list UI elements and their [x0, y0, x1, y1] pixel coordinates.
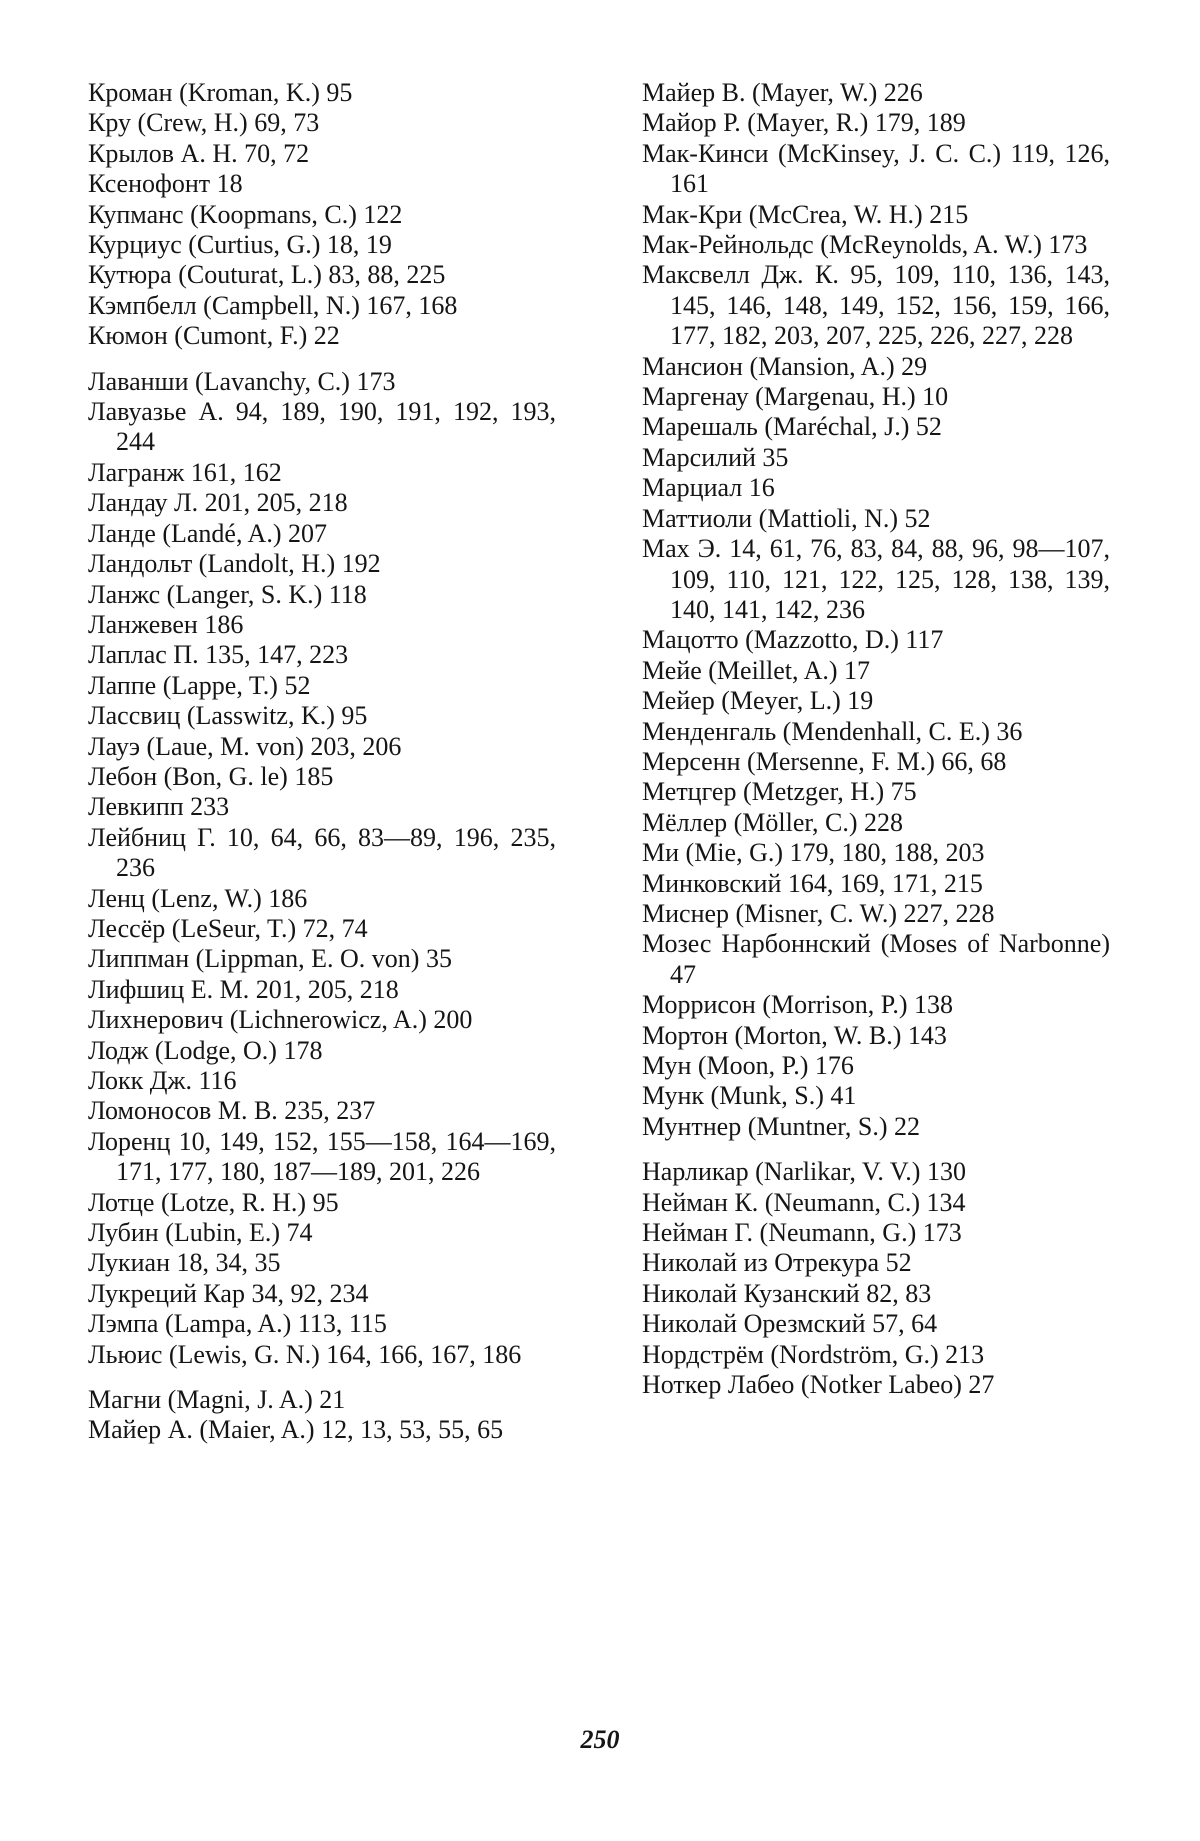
index-entry: Льюис (Lewis, G. N.) 164, 166, 167, 186 [88, 1339, 522, 1369]
index-entry: Лессёр (LeSeur, T.) 72, 74 [88, 913, 368, 943]
index-entry: Мортон (Morton, W. B.) 143 [642, 1020, 947, 1050]
index-entry: Ломоносов М. В. 235, 237 [88, 1096, 376, 1126]
index-entry: Ми (Mie, G.) 179, 180, 188, 203 [642, 838, 985, 868]
index-entry: Кру (Crew, H.) 69, 73 [88, 108, 320, 138]
index-entry: Лассвиц (Lasswitz, K.) 95 [88, 701, 368, 731]
index-entry: Мах Э. 14, 61, 76, 83, 84, 88, 96, 98—107, 109, 110, 121, 122, 125, 128, 138, 139, 140, 141, 142, 236 [642, 534, 1110, 624]
index-entry: Марешаль (Maréchal, J.) 52 [642, 412, 942, 442]
page-number: 250 [580, 1725, 620, 1754]
index-entry: Локк Дж. 116 [88, 1066, 237, 1095]
index-entry: Майер А. (Maier, A.) 12, 13, 53, 55, 65 [88, 1415, 504, 1445]
index-entry: Маттиоли (Mattioli, N.) 52 [642, 503, 931, 533]
index-entry: Нарликар (Narlikar, V. V.) 130 [642, 1157, 966, 1187]
index-entry: Кюмон (Cumont, F.) 22 [88, 321, 340, 351]
index-entry: Моррисон (Morrison, P.) 138 [642, 990, 954, 1020]
index-entry: Мансион (Mansion, A.) 29 [642, 351, 928, 381]
index-entry: Мозес Нарбоннский (Moses of Narbonne) 47 [642, 929, 1110, 989]
index-entry: Ланжевен 186 [88, 609, 244, 639]
index-entry: Мунк (Munk, S.) 41 [642, 1081, 857, 1111]
index-column-left [88, 78, 556, 1446]
index-entry: Лоренц 10, 149, 152, 155—158, 164—169, 171, 177, 180, 187—189, 201, 226 [88, 1126, 556, 1187]
index-entry: Липпман (Lippman, E. O. von) 35 [88, 944, 452, 974]
index-entry: Мейе (Meillet, A.) 17 [642, 655, 871, 685]
index-entry: Лаплас П. 135, 147, 223 [88, 640, 349, 670]
index-entry: Ландольт (Landolt, H.) 192 [88, 549, 381, 579]
index-entry: Кроман (Kroman, K.) 95 [88, 78, 353, 107]
index-entry: Лифшиц Е. М. 201, 205, 218 [88, 974, 399, 1004]
index-entry: Марсилий 35 [642, 442, 789, 472]
index-entry: Лаванши (Lavanchy, C.) 173 [88, 366, 396, 396]
index-entry: Ландау Л. 201, 205, 218 [88, 488, 348, 518]
index-entry: Ленц (Lenz, W.) 186 [88, 883, 308, 913]
index-entry: Лэмпа (Lampa, A.) 113, 115 [88, 1309, 387, 1339]
index-entry: Лодж (Lodge, O.) 178 [88, 1035, 323, 1065]
index-entry: Метцгер (Metzger, H.) 75 [642, 777, 917, 807]
index-entry: Ксенофонт 18 [88, 169, 243, 199]
index-entry: Лейбниц Г. 10, 64, 66, 83—89, 196, 235, 236 [88, 822, 556, 883]
index-entry: Маргенау (Margenau, H.) 10 [642, 382, 949, 412]
index-entry: Николай Кузанский 82, 83 [642, 1278, 932, 1308]
index-entry: Ланде (Landé, A.) 207 [88, 518, 327, 548]
index-entry: Мун (Moon, P.) 176 [642, 1051, 854, 1080]
index-entry: Мацотто (Mazzotto, D.) 117 [642, 625, 944, 655]
index-entry: Ланжс (Langer, S. K.) 118 [88, 579, 367, 609]
index-entry: Кутюра (Couturat, L.) 83, 88, 225 [88, 260, 446, 290]
index-entry: Ноткер Лабео (Notker Labeo) 27 [642, 1370, 995, 1400]
index-entry: Магни (Magni, J. A.) 21 [88, 1385, 346, 1415]
index-entry: Мак-Кинси (McKinsey, J. C. C.) 119, 126, 161 [642, 138, 1110, 199]
index-entry: Лавуазье А. 94, 189, 190, 191, 192, 193, 244 [88, 397, 556, 457]
index-entry: Лубин (Lubin, E.) 74 [88, 1218, 313, 1248]
index-entry: Лауэ (Laue, M. von) 203, 206 [88, 731, 402, 761]
index-entry: Миснер (Misner, C. W.) 227, 228 [642, 898, 995, 928]
index-entry: Мёллер (Möller, C.) 228 [642, 807, 904, 837]
index-entry: Нейман К. (Neumann, C.) 134 [642, 1187, 966, 1217]
index-entry: Минковский 164, 169, 171, 215 [642, 868, 983, 898]
index-entry: Менденгаль (Mendenhall, C. E.) 36 [642, 716, 1023, 746]
index-entry: Мерсенн (Mersenne, F. M.) 66, 68 [642, 746, 1007, 776]
index-entry: Левкипп 233 [88, 792, 230, 822]
index-entry: Лотце (Lotze, R. H.) 95 [88, 1187, 339, 1217]
index-entry: Майер В. (Mayer, W.) 226 [642, 78, 923, 107]
index-entry: Лаппе (Lappe, T.) 52 [88, 670, 311, 700]
index-entry: Лукиан 18, 34, 35 [88, 1248, 281, 1278]
index-entry: Николай из Отрекура 52 [642, 1248, 912, 1278]
index-entry: Мунтнер (Muntner, S.) 22 [642, 1111, 920, 1141]
index-entry: Мак-Рейнольдс (McReynolds, A. W.) 173 [642, 230, 1088, 260]
index-entry: Курциус (Curtius, G.) 18, 19 [88, 230, 392, 260]
index-entry: Нордстрём (Nordström, G.) 213 [642, 1339, 985, 1369]
index-entry: Крылов А. Н. 70, 72 [88, 138, 310, 168]
index-entry: Майор Р. (Mayer, R.) 179, 189 [642, 108, 966, 138]
index-entry: Лихнерович (Lichnerowicz, A.) 200 [88, 1005, 473, 1035]
index-entry: Нейман Г. (Neumann, G.) 173 [642, 1218, 962, 1248]
index-entry: Мейер (Meyer, L.) 19 [642, 686, 874, 716]
index-column-right [642, 78, 1110, 1400]
index-entry: Лукреций Кар 34, 92, 234 [88, 1278, 369, 1308]
index-entry: Кэмпбелл (Campbell, N.) 167, 168 [88, 290, 458, 320]
index-entry: Максвелл Дж. К. 95, 109, 110, 136, 143, 145, 146, 148, 149, 152, 156, 159, 166, 177, 182, 203, 207, 225, 226, 227, 228 [642, 260, 1110, 351]
index-entry: Купманс (Koopmans, C.) 122 [88, 199, 403, 229]
index-entry: Марциал 16 [642, 473, 775, 503]
index-entry: Лебон (Bon, G. le) 185 [88, 761, 334, 791]
index-entry: Николай Орезмский 57, 64 [642, 1309, 938, 1339]
index-entry: Лагранж 161, 162 [88, 457, 282, 487]
index-entry: Мак-Кри (McCrea, W. H.) 215 [642, 199, 969, 229]
